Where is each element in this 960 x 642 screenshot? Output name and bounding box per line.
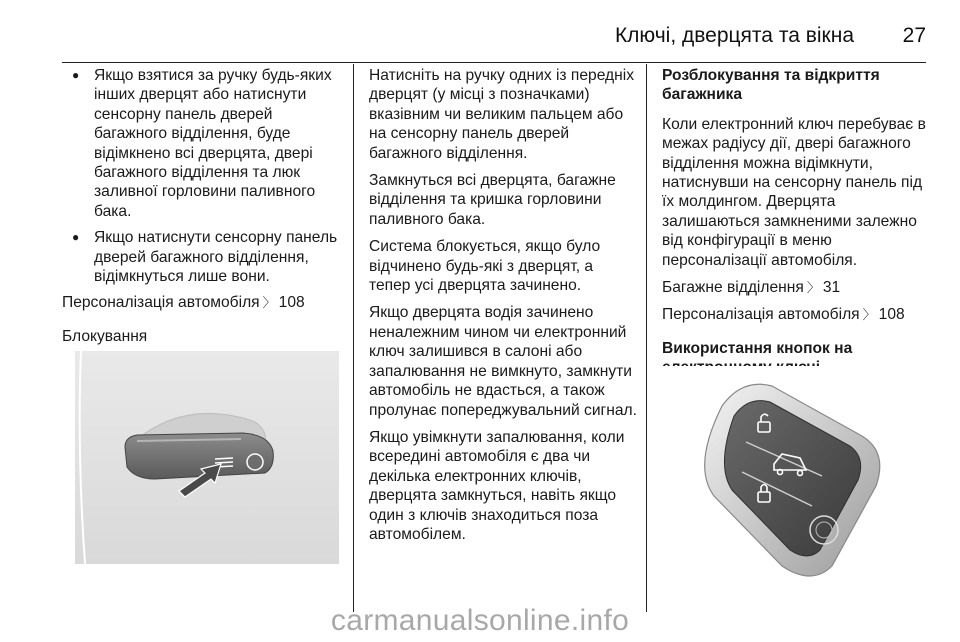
- paragraph-2: Замкнуться всі дверцята, багажне відділення та кришка горловини паливного бака.: [369, 172, 616, 228]
- key-fob-illustration: [662, 366, 926, 578]
- column-divider-2: [646, 64, 647, 612]
- lock-button: [247, 454, 263, 470]
- cross-reference-2[interactable]: [662, 305, 934, 324]
- column-1: [62, 66, 344, 356]
- paragraph-5: Якщо увімкнути запалювання, коли всередині автомобіля є два чи декілька електронних ключів, дверцята замкнуться, навіть якщо один з ключів знаходиться поза автомобілем.: [369, 428, 625, 543]
- reference-arrow-icon: 〉: [862, 307, 876, 323]
- bullet-item-1: ● Якщо взятися за ручку будь-яких інших дверцят або натиснути сенсорну панель дверей багажного відділення, буде відімкнено всі дверцята, двері багажного відділення та люк заливної горловини паливного бака.: [62, 66, 344, 221]
- door-handle-illustration: [75, 351, 339, 564]
- section-heading-locking: Блокування: [62, 327, 148, 345]
- paragraph-3: Система блокується, якщо було відчинено будь-які з дверцят, а тепер усі дверцята зачинено.: [369, 238, 601, 295]
- cross-reference-text: Персоналізація автомобіля: [62, 294, 260, 312]
- page-number: 27: [902, 24, 926, 47]
- paragraph-1: Натисніть на ручку одних із передніх дверцят (у місці з позначками) вказівним чи великим пальцем або на сенсорну панель дверей багажного відділення.: [369, 67, 634, 162]
- cross-reference-text: Багажне відділення: [662, 279, 804, 297]
- cross-reference-page: 31: [822, 279, 841, 297]
- page-header: [62, 22, 926, 63]
- bullet-item-2: ● Якщо натиснути сенсорну панель дверей багажного відділення, відімкнуться лише вони.: [62, 228, 344, 286]
- running-title: Ключі, дверцята та вікна: [614, 24, 854, 47]
- bullet-list: [62, 66, 344, 286]
- column-2: [369, 66, 637, 552]
- cross-reference-page: 108: [278, 294, 305, 312]
- reference-arrow-icon: 〉: [262, 295, 276, 311]
- cross-reference-page: 108: [878, 306, 905, 324]
- paragraph-unlock: Коли електронний ключ перебуває в межах радіусу дії, двері багажного відділення можна відімкнути, натиснувши на сенсорну панель під їх молдингом. Дверцята залишаються замкненими залежно від конфігурації в меню персоналізації автомобіля.: [662, 115, 926, 269]
- cross-reference[interactable]: [62, 293, 344, 312]
- cross-reference-text: Персоналізація автомобіля: [662, 306, 860, 324]
- section-heading-key-buttons: Використання кнопок на: [662, 339, 853, 357]
- watermark: carmanualsonline.info: [330, 604, 630, 637]
- column-3: [662, 66, 934, 388]
- section-heading-unlock: Розблокування та відкриття багажника: [662, 67, 880, 104]
- cross-reference-1[interactable]: [662, 278, 934, 297]
- column-divider-1: [353, 64, 354, 612]
- reference-arrow-icon: 〉: [806, 280, 820, 296]
- paragraph-4: Якщо дверцята водія зачинено неналежним чином чи електронний ключ залишився в салоні або запалювання не вимкнуто, замкнути автомобіль не вдасться, а також пролунає попереджувальний сигнал.: [369, 304, 637, 419]
